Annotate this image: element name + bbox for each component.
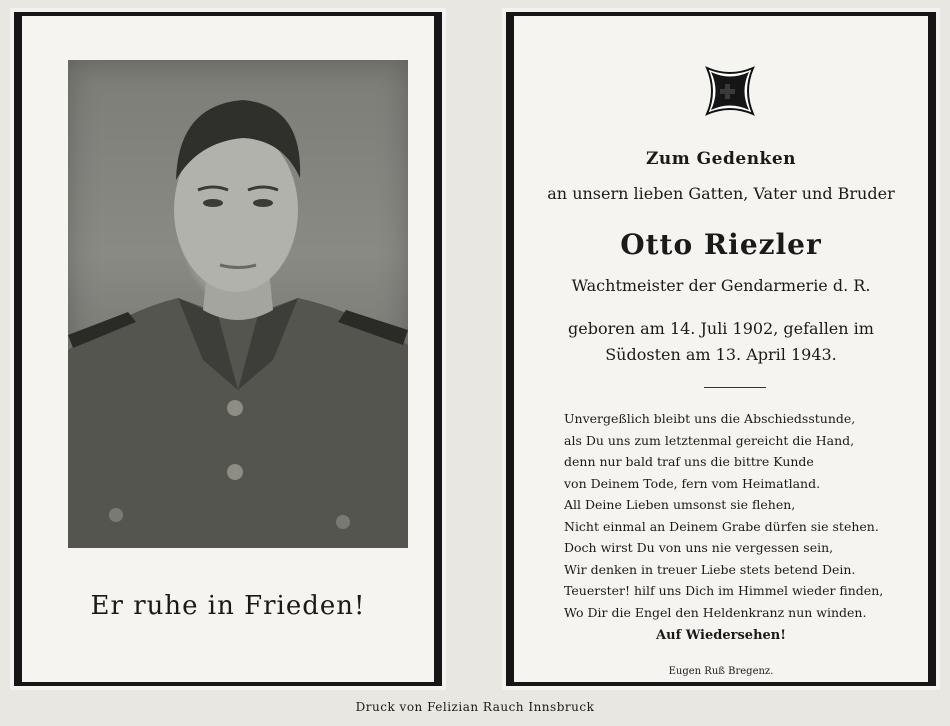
portrait-photo	[68, 60, 408, 548]
poem-line: als Du uns zum letztenmal gereicht die Hand,	[564, 432, 855, 448]
closing-phrase: Er ruhe in Frieden!	[90, 591, 366, 621]
memorial-poem	[564, 408, 883, 623]
poem-line: Nicht einmal an Deinem Grabe dürfen sie stehen.	[564, 518, 879, 534]
deceased-name: Otto Riezler	[620, 228, 822, 261]
right-card-panel	[502, 8, 940, 690]
poem-line: All Deine Lieben umsonst sie flehen,	[564, 497, 796, 512]
poem-line: denn nur bald traf uns die bittre Kunde	[564, 454, 814, 469]
dates-line-2: Südosten am 13. April 1943.	[605, 345, 837, 364]
dedication-line: an unsern lieben Gatten, Vater und Bruder	[547, 184, 895, 203]
portrait-figure	[68, 60, 408, 548]
iron-cross-icon	[701, 62, 759, 120]
right-black-frame	[506, 12, 936, 686]
printer-footer: Druck von Felizian Rauch Innsbruck	[355, 700, 595, 714]
poem-line: Unvergeßlich bleibt uns die Abschiedsstunde,	[564, 411, 856, 426]
left-black-frame	[14, 12, 442, 686]
poem-line: Wir denken in treuer Liebe stets betend Dein.	[564, 561, 856, 577]
dates-line-1: geboren am 14. Juli 1902, gefallen im	[568, 319, 874, 338]
poem-line: Teuerster! hilf uns Dich im Himmel wieder finden,	[564, 583, 884, 598]
printer-credit-small: Eugen Ruß Bregenz.	[668, 666, 774, 677]
left-card-panel	[10, 8, 446, 690]
memorial-heading: Zum Gedenken	[645, 149, 797, 169]
poem-line: Doch wirst Du von uns nie vergessen sein,	[564, 540, 834, 555]
poem-line: Wo Dir die Engel den Heldenkranz nun winden.	[564, 604, 867, 620]
farewell-line: Auf Wiedersehen!	[656, 628, 786, 643]
short-divider	[704, 387, 766, 388]
rank-line: Wachtmeister der Gendarmerie d. R.	[571, 276, 871, 295]
poem-line: von Deinem Tode, fern vom Heimatland.	[564, 475, 821, 491]
